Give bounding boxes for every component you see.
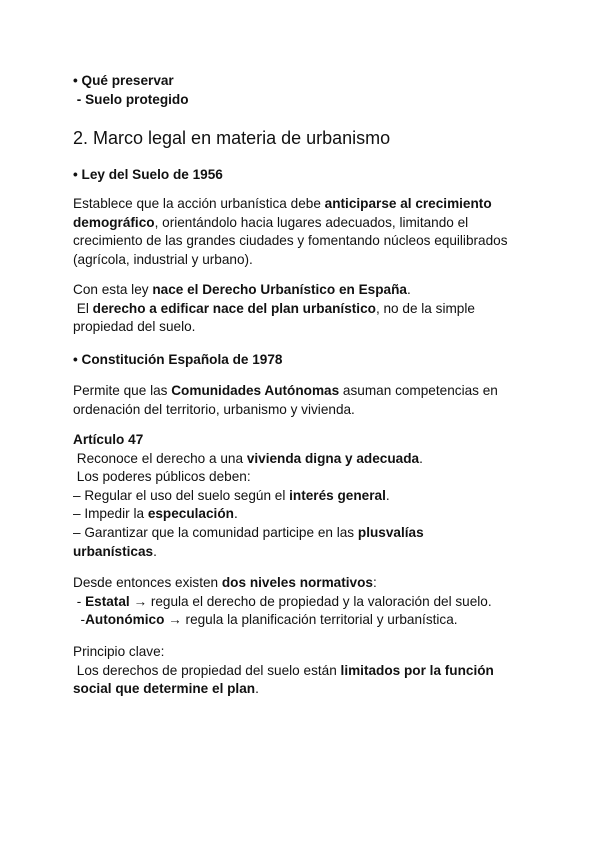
ley-1956-heading: • Ley del Suelo de 1956 bbox=[73, 167, 223, 182]
intro-item-preservar: • Qué preservar bbox=[73, 73, 174, 88]
intro-list bbox=[73, 72, 543, 109]
section-title: 2. Marco legal en materia de urbanismo bbox=[73, 128, 391, 148]
intro-item-suelo-protegido: - Suelo protegido bbox=[73, 91, 189, 107]
niveles-normativos: Desde entonces existen dos niveles normativos: - Estatal → regula el derecho de propiedad y la valoración del suelo. -Autonómico → regula la planificación territorial y urbanística. bbox=[73, 575, 492, 628]
ley-1956-paragraph-2: Con esta ley nace el Derecho Urbanístico en España. El derecho a edificar nace del plan urbanístico, no de la simple propiedad del suelo. bbox=[73, 282, 475, 335]
ce-1978-paragraph: Permite que las Comunidades Autónomas asuman competencias en ordenación del territorio, urbanismo y vivienda. bbox=[73, 383, 498, 417]
principio-clave: Principio clave: Los derechos de propiedad del suelo están limitados por la función social que determine el plan. bbox=[73, 644, 494, 697]
articulo-47-title: Artículo 47 bbox=[73, 432, 144, 447]
articulo-47: Artículo 47 Reconoce el derecho a una vivienda digna y adecuada. Los poderes públicos deben: – Regular el uso del suelo según el interés general. – Impedir la especulación. – Garantizar que la comunidad participe en las plusvalías urbanísticas. bbox=[73, 431, 543, 561]
ce-1978-heading: • Constitución Española de 1978 bbox=[73, 352, 283, 367]
ley-1956-paragraph-1: Establece que la acción urbanística debe anticiparse al crecimiento demográfico, orientándolo hacia lugares adecuados, limitando el crecimiento de las grandes ciudades y fomentando núcleos equilibrados (agrícola, industrial y urbano). bbox=[73, 196, 508, 267]
